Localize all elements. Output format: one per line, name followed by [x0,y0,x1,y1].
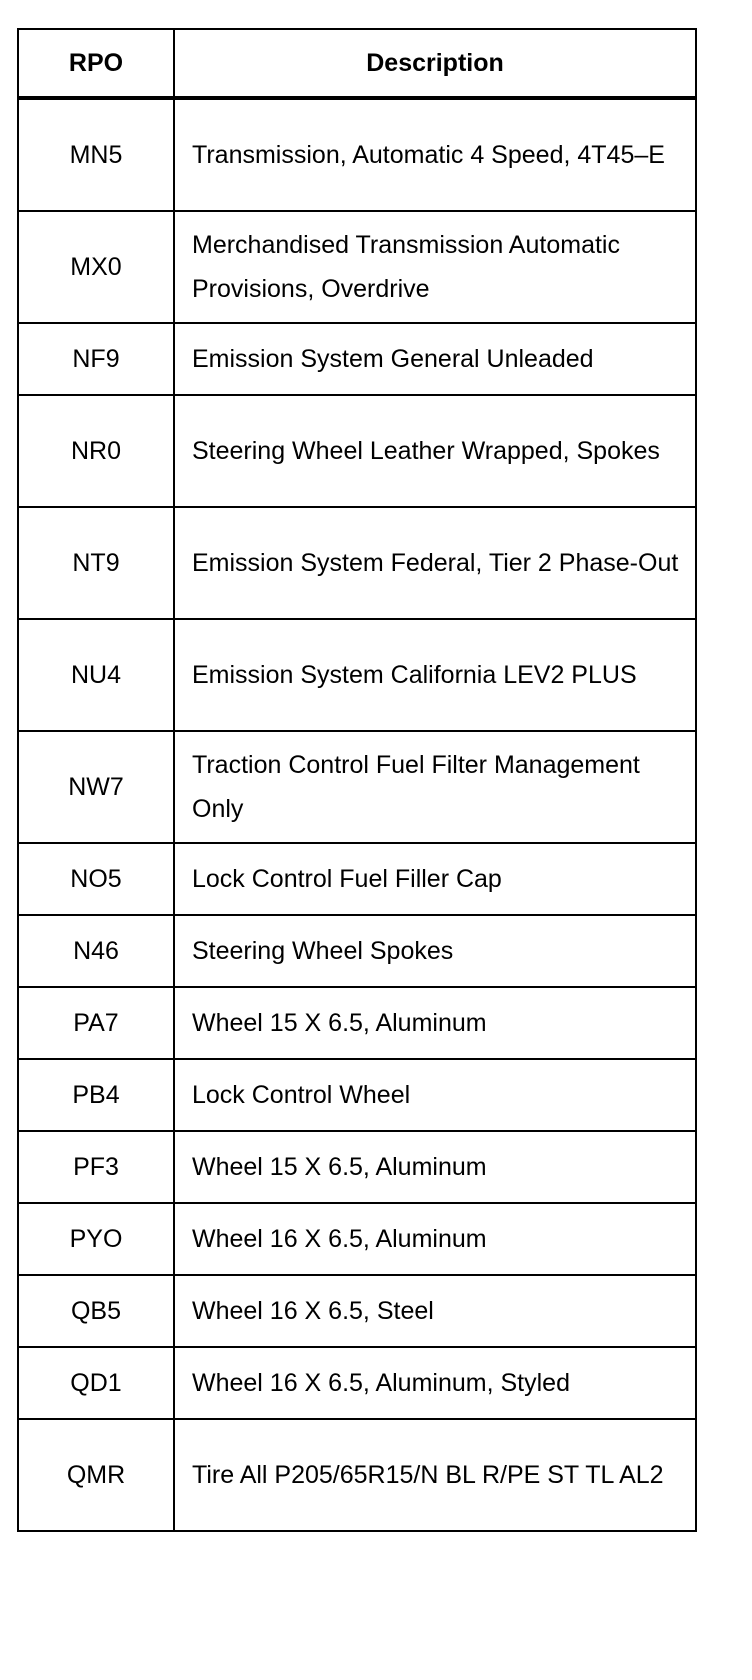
table-row [18,915,696,987]
rpo-description: Wheel 16 X 6.5, Steel [174,1275,696,1347]
rpo-code: PYO [18,1203,174,1275]
table-row [18,1347,696,1419]
rpo-description: Wheel 16 X 6.5, Aluminum [174,1203,696,1275]
rpo-code: QD1 [18,1347,174,1419]
table-row [18,1059,696,1131]
rpo-code: PB4 [18,1059,174,1131]
table-row [18,1131,696,1203]
table-row [18,1419,696,1531]
rpo-code: NF9 [18,323,174,395]
table-row [18,323,696,395]
rpo-code: PA7 [18,987,174,1059]
table-row [18,843,696,915]
table-row [18,98,696,211]
rpo-description: Lock Control Fuel Filler Cap [174,843,696,915]
rpo-code: QB5 [18,1275,174,1347]
rpo-description: Emission System General Unleaded [174,323,696,395]
rpo-description: Wheel 15 X 6.5, Aluminum [174,987,696,1059]
rpo-description: Steering Wheel Spokes [174,915,696,987]
rpo-description: Wheel 16 X 6.5, Aluminum, Styled [174,1347,696,1419]
rpo-code: NO5 [18,843,174,915]
header-rpo: RPO [18,29,174,98]
table-row [18,395,696,507]
rpo-code: MN5 [18,98,174,211]
table-body [18,98,696,1531]
rpo-code: NR0 [18,395,174,507]
rpo-code: NU4 [18,619,174,731]
rpo-description: Transmission, Automatic 4 Speed, 4T45–E [174,98,696,211]
table-row [18,507,696,619]
rpo-description: Emission System Federal, Tier 2 Phase-Out [174,507,696,619]
rpo-code: N46 [18,915,174,987]
header-row [18,29,696,98]
table-row [18,987,696,1059]
table-row [18,619,696,731]
rpo-code: NW7 [18,731,174,843]
rpo-code: NT9 [18,507,174,619]
rpo-description: Steering Wheel Leather Wrapped, Spokes [174,395,696,507]
rpo-description: Lock Control Wheel [174,1059,696,1131]
table-row [18,211,696,323]
table-row [18,1275,696,1347]
rpo-code: MX0 [18,211,174,323]
rpo-description: Wheel 15 X 6.5, Aluminum [174,1131,696,1203]
table-row [18,731,696,843]
rpo-description: Merchandised Transmission Automatic Provisions, Overdrive [174,211,696,323]
table-row [18,1203,696,1275]
rpo-description: Traction Control Fuel Filter Management Only [174,731,696,843]
rpo-description: Tire All P205/65R15/N BL R/PE ST TL AL2 [174,1419,696,1531]
rpo-code: PF3 [18,1131,174,1203]
rpo-code: QMR [18,1419,174,1531]
rpo-table [17,28,697,1532]
header-description: Description [174,29,696,98]
table-header [18,29,696,98]
rpo-description: Emission System California LEV2 PLUS [174,619,696,731]
